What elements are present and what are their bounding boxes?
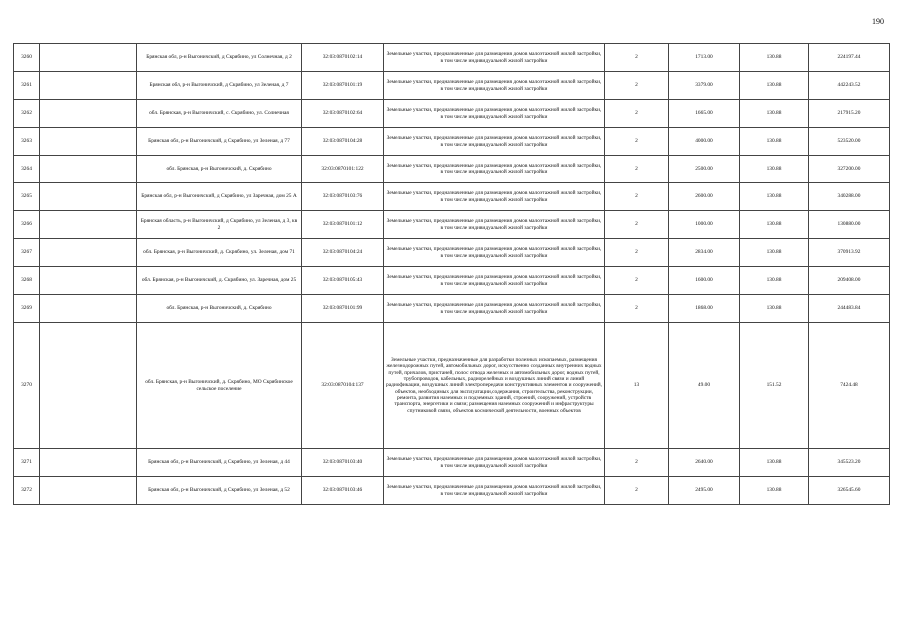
cadastral-number-cell: 32:03:0870103:76 bbox=[302, 183, 384, 211]
area-cell: 49.00 bbox=[669, 323, 740, 449]
area-cell: 1868.00 bbox=[669, 295, 740, 323]
land-category-cell: Земельные участки, предназначенные для размещения домов малоэтажной жилой застройки, в том числе индивидуальной жилой застройки bbox=[384, 156, 605, 183]
row-id-cell: 3269 bbox=[14, 295, 40, 323]
land-category-cell: Земельные участки, предназначенные для размещения домов малоэтажной жилой застройки, в том числе индивидуальной жилой застройки bbox=[384, 128, 605, 156]
count-cell: 2 bbox=[605, 156, 669, 183]
blank-cell bbox=[40, 72, 137, 100]
land-category-cell: Земельные участки, предназначенные для размещения домов малоэтажной жилой застройки, в том числе индивидуальной жилой застройки bbox=[384, 295, 605, 323]
cadastral-number-cell: 32:03:0870103:40 bbox=[302, 449, 384, 477]
row-id-cell: 3262 bbox=[14, 100, 40, 128]
cadastral-number-cell: 32:03:0870104:24 bbox=[302, 239, 384, 267]
land-category-cell: Земельные участки, предназначенные для размещения домов малоэтажной жилой застройки, в том числе индивидуальной жилой застройки bbox=[384, 267, 605, 295]
cadastral-number-cell: 32:03:0870104:137 bbox=[302, 323, 384, 449]
row-id-cell: 3263 bbox=[14, 128, 40, 156]
address-cell: обл. Брянская, р-н Выгоничский, д. Скрябино bbox=[137, 295, 302, 323]
count-cell: 2 bbox=[605, 183, 669, 211]
cadastral-value-cell: 224197.44 bbox=[809, 44, 890, 72]
land-category-cell: Земельные участки, предназначенные для размещения домов малоэтажной жилой застройки, в том числе индивидуальной жилой застройки bbox=[384, 100, 605, 128]
count-cell: 2 bbox=[605, 128, 669, 156]
cadastral-value-cell: 326545.60 bbox=[809, 477, 890, 505]
table-row bbox=[14, 44, 890, 72]
cadastral-value-cell: 442243.52 bbox=[809, 72, 890, 100]
blank-cell bbox=[40, 100, 137, 128]
row-id-cell: 3267 bbox=[14, 239, 40, 267]
table-row bbox=[14, 100, 890, 128]
table-row bbox=[14, 183, 890, 211]
address-cell: обл. Брянская, р-н Выгоничский, д. Скрябино, ул. Зеленая, дом 71 bbox=[137, 239, 302, 267]
cadastral-number-cell: 32:03:0870104:28 bbox=[302, 128, 384, 156]
land-category-cell: Земельные участки, предназначенные для размещения домов малоэтажной жилой застройки, в том числе индивидуальной жилой застройки bbox=[384, 239, 605, 267]
row-id-cell: 3268 bbox=[14, 267, 40, 295]
blank-cell bbox=[40, 44, 137, 72]
cadastral-number-cell: 32:03:0870103:46 bbox=[302, 477, 384, 505]
row-id-cell: 3265 bbox=[14, 183, 40, 211]
blank-cell bbox=[40, 128, 137, 156]
row-id-cell: 3270 bbox=[14, 323, 40, 449]
blank-cell bbox=[40, 323, 137, 449]
rate-cell: 130.88 bbox=[740, 267, 809, 295]
address-cell: Брянская обл, р-н Выгоничский, д Скрябино, ул Зеленая, д 44 bbox=[137, 449, 302, 477]
area-cell: 1713.00 bbox=[669, 44, 740, 72]
area-cell: 4000.00 bbox=[669, 128, 740, 156]
page-number: 190 bbox=[872, 17, 884, 26]
cadastral-number-cell: 32:03:0870102:64 bbox=[302, 100, 384, 128]
cadastral-value-cell: 345523.20 bbox=[809, 449, 890, 477]
area-cell: 2495.00 bbox=[669, 477, 740, 505]
count-cell: 2 bbox=[605, 72, 669, 100]
blank-cell bbox=[40, 239, 137, 267]
table-row bbox=[14, 239, 890, 267]
cadastral-value-cell: 130880.00 bbox=[809, 211, 890, 239]
address-cell: Брянская обл, р-н Выгоничский, д Скрябино, ул Солнечная, д 2 bbox=[137, 44, 302, 72]
count-cell: 2 bbox=[605, 477, 669, 505]
area-cell: 1000.00 bbox=[669, 211, 740, 239]
count-cell: 2 bbox=[605, 449, 669, 477]
cadastral-value-cell: 209408.00 bbox=[809, 267, 890, 295]
count-cell: 2 bbox=[605, 100, 669, 128]
blank-cell bbox=[40, 267, 137, 295]
address-cell: Брянская обл, р-н Выгоничский, д Скрябино, ул Зеленая, д 7 bbox=[137, 72, 302, 100]
blank-cell bbox=[40, 183, 137, 211]
cadastral-value-cell: 340288.00 bbox=[809, 183, 890, 211]
rate-cell: 151.52 bbox=[740, 323, 809, 449]
table-row bbox=[14, 323, 890, 449]
table-row bbox=[14, 449, 890, 477]
rate-cell: 130.88 bbox=[740, 239, 809, 267]
count-cell: 2 bbox=[605, 295, 669, 323]
rate-cell: 130.88 bbox=[740, 100, 809, 128]
cadastral-number-cell: 32:03:0870101:19 bbox=[302, 72, 384, 100]
cadastral-value-cell: 327200.00 bbox=[809, 156, 890, 183]
blank-cell bbox=[40, 156, 137, 183]
cadastral-number-cell: 32:03:0870105:43 bbox=[302, 267, 384, 295]
row-id-cell: 3272 bbox=[14, 477, 40, 505]
count-cell: 13 bbox=[605, 323, 669, 449]
table-row bbox=[14, 295, 890, 323]
cadastral-value-cell: 244483.84 bbox=[809, 295, 890, 323]
blank-cell bbox=[40, 295, 137, 323]
land-register-table bbox=[13, 43, 890, 505]
area-cell: 1600.00 bbox=[669, 267, 740, 295]
rate-cell: 130.88 bbox=[740, 449, 809, 477]
rate-cell: 130.88 bbox=[740, 295, 809, 323]
rate-cell: 130.88 bbox=[740, 477, 809, 505]
row-id-cell: 3264 bbox=[14, 156, 40, 183]
row-id-cell: 3271 bbox=[14, 449, 40, 477]
land-category-cell: Земельные участки, предназначенные для размещения домов малоэтажной жилой застройки, в том числе индивидуальной жилой застройки bbox=[384, 211, 605, 239]
table-row bbox=[14, 128, 890, 156]
address-cell: Брянская обл, р-н Выгоничский, д Скрябино, ул Зеленая, д 77 bbox=[137, 128, 302, 156]
count-cell: 2 bbox=[605, 44, 669, 72]
count-cell: 2 bbox=[605, 211, 669, 239]
area-cell: 2640.00 bbox=[669, 449, 740, 477]
land-category-cell: Земельные участки, предназначенные для размещения домов малоэтажной жилой застройки, в том числе индивидуальной жилой застройки bbox=[384, 183, 605, 211]
area-cell: 1665.00 bbox=[669, 100, 740, 128]
land-category-cell: Земельные участки, предназначенные для разработки полезных ископаемых, размещения железнодорожных путей, автомобильных дорог, искусственно созданных внутренних водных путей, причалов, пристаней, полос отвода железных и автомобильных дорог, водных путей, трубопроводов, кабельных, радиорелейных и воздушных линий связи и линий радиофикации, воздушных линий электропередачи конструктивных элементов и сооружений, объектов, необходимых для эксплуатации,содержания, строительства, реконструкции, ремонта, развития наземных и подземных зданий, строений, сооружений, устройств транспорта, энергетики и связи; размещения наземных сооружений и инфраструктуры спутниковой связи, объектов космической деятельности, военных объектов bbox=[384, 323, 605, 449]
cadastral-value-cell: 217915.20 bbox=[809, 100, 890, 128]
land-category-cell: Земельные участки, предназначенные для размещения домов малоэтажной жилой застройки, в том числе индивидуальной жилой застройки bbox=[384, 477, 605, 505]
address-cell: обл. Брянская, р-н Выгоничский, д. Скрябино bbox=[137, 156, 302, 183]
count-cell: 2 bbox=[605, 239, 669, 267]
area-cell: 3379.00 bbox=[669, 72, 740, 100]
address-cell: обл. Брянская, р-н Выгоничский, с. Скрябино, ул. Солнечная bbox=[137, 100, 302, 128]
table-row bbox=[14, 477, 890, 505]
table-row bbox=[14, 156, 890, 183]
address-cell: обл. Брянская, р-н Выгоничский, д. Скрябино, ул. Заречная, дом 25 bbox=[137, 267, 302, 295]
row-id-cell: 3261 bbox=[14, 72, 40, 100]
rate-cell: 130.88 bbox=[740, 128, 809, 156]
rate-cell: 130.88 bbox=[740, 44, 809, 72]
address-cell: Брянская область, р-н Выгоничский, д Скрябино, ул Зеленая, д 3, кв 2 bbox=[137, 211, 302, 239]
land-category-cell: Земельные участки, предназначенные для размещения домов малоэтажной жилой застройки, в том числе индивидуальной жилой застройки bbox=[384, 449, 605, 477]
area-cell: 2834.00 bbox=[669, 239, 740, 267]
cadastral-value-cell: 523520.00 bbox=[809, 128, 890, 156]
address-cell: обл. Брянская, р-н Выгоничский, д. Скрябино, МО Скрябинское сельское поселение bbox=[137, 323, 302, 449]
rate-cell: 130.88 bbox=[740, 183, 809, 211]
rate-cell: 130.88 bbox=[740, 211, 809, 239]
blank-cell bbox=[40, 211, 137, 239]
address-cell: Брянская обл, р-н Выгоничский, д Скрябино, ул Заречная, дом 25 А bbox=[137, 183, 302, 211]
table-row bbox=[14, 267, 890, 295]
land-category-cell: Земельные участки, предназначенные для размещения домов малоэтажной жилой застройки, в том числе индивидуальной жилой застройки bbox=[384, 44, 605, 72]
row-id-cell: 3260 bbox=[14, 44, 40, 72]
table-row bbox=[14, 72, 890, 100]
address-cell: Брянская обл, р-н Выгоничский, д Скрябино, ул Зеленая, д 52 bbox=[137, 477, 302, 505]
row-id-cell: 3266 bbox=[14, 211, 40, 239]
rate-cell: 130.88 bbox=[740, 156, 809, 183]
blank-cell bbox=[40, 449, 137, 477]
cadastral-number-cell: 32:03:0870101:99 bbox=[302, 295, 384, 323]
table-row bbox=[14, 211, 890, 239]
rate-cell: 130.88 bbox=[740, 72, 809, 100]
area-cell: 2600.00 bbox=[669, 183, 740, 211]
cadastral-value-cell: 7424.48 bbox=[809, 323, 890, 449]
land-category-cell: Земельные участки, предназначенные для размещения домов малоэтажной жилой застройки, в том числе индивидуальной жилой застройки bbox=[384, 72, 605, 100]
count-cell: 2 bbox=[605, 267, 669, 295]
cadastral-number-cell: 32:03:0870102:14 bbox=[302, 44, 384, 72]
blank-cell bbox=[40, 477, 137, 505]
cadastral-number-cell: 32:03:0870101:12 bbox=[302, 211, 384, 239]
cadastral-number-cell: 32:03:0870101:122 bbox=[302, 156, 384, 183]
area-cell: 2500.00 bbox=[669, 156, 740, 183]
cadastral-value-cell: 370913.92 bbox=[809, 239, 890, 267]
